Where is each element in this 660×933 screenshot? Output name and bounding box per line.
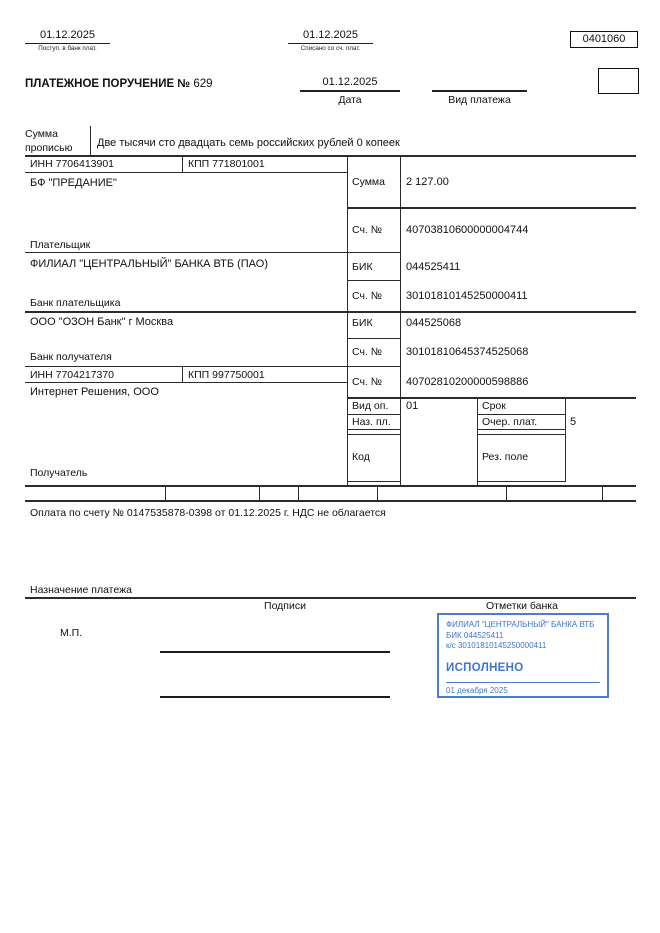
bank-execution-stamp bbox=[437, 613, 609, 698]
document-number: 629 bbox=[190, 78, 213, 90]
divider-line bbox=[25, 382, 347, 383]
tax-row-divider bbox=[165, 486, 166, 500]
payee-bank-corr-label: Сч. № bbox=[352, 346, 383, 358]
stamp-place-label: М.П. bbox=[60, 627, 83, 639]
payee-account-value: 40702810200000598886 bbox=[406, 376, 529, 388]
divider-line bbox=[347, 207, 636, 209]
divider-line bbox=[477, 414, 565, 415]
payer-bank-corr-value: 30101810145250000411 bbox=[406, 290, 528, 302]
tax-row-divider bbox=[377, 486, 378, 500]
debited-date-label: Списано со сч. плат. bbox=[300, 45, 361, 52]
signature-line-2 bbox=[160, 696, 390, 698]
divider-line bbox=[347, 155, 348, 485]
divider-line bbox=[347, 280, 400, 281]
payer-bank-label: Банк плательщика bbox=[30, 297, 121, 309]
divider-line bbox=[477, 429, 565, 430]
purpose-code-label: Наз. пл. bbox=[352, 416, 391, 428]
status-code-box bbox=[598, 68, 639, 94]
op-kind-value: 01 bbox=[406, 400, 419, 412]
priority-value: 5 bbox=[570, 416, 577, 428]
divider-line bbox=[182, 155, 183, 172]
divider-line bbox=[25, 172, 347, 173]
doc-date-label: Дата bbox=[338, 94, 362, 106]
amount-label: Сумма bbox=[352, 176, 385, 188]
received-date-label: Поступ. в банк плат. bbox=[38, 45, 97, 52]
payee-name: Интернет Решения, ООО bbox=[30, 386, 159, 398]
payee-bank-label: Банк получателя bbox=[30, 351, 112, 363]
reserve-label: Рез. поле bbox=[482, 451, 529, 463]
tax-row-divider bbox=[506, 486, 507, 500]
divider-line bbox=[347, 429, 400, 430]
payer-bank-corr-label: Сч. № bbox=[352, 290, 383, 302]
payee-bank-bik-value: 044525068 bbox=[406, 317, 462, 329]
debited-date-field bbox=[288, 29, 373, 52]
divider-line bbox=[347, 338, 400, 339]
doc-date-field bbox=[300, 76, 400, 106]
tax-row-divider bbox=[602, 486, 603, 500]
payee-account-label: Сч. № bbox=[352, 376, 383, 388]
stamp-bik: БИК 044525411 bbox=[446, 630, 504, 640]
stamp-separator-line bbox=[446, 682, 600, 683]
payment-type-field bbox=[432, 76, 527, 106]
divider-line bbox=[347, 397, 636, 399]
op-kind-label: Вид оп. bbox=[352, 400, 389, 412]
code-label: Код bbox=[352, 451, 370, 463]
payment-type-line bbox=[432, 76, 527, 92]
bank-marks-label: Отметки банка bbox=[486, 600, 558, 612]
payee-bank-corr-value: 30101810645374525068 bbox=[406, 346, 529, 358]
payer-label: Плательщик bbox=[30, 239, 91, 251]
doc-date-value: 01.12.2025 bbox=[300, 76, 400, 92]
divider-line bbox=[400, 155, 401, 485]
divider-line bbox=[477, 434, 565, 435]
stamp-corr-account: к/с 30101810145250000411 bbox=[446, 641, 547, 651]
purpose-label: Назначение платежа bbox=[30, 584, 132, 596]
payer-name: БФ "ПРЕДАНИЕ" bbox=[30, 177, 117, 189]
payee-bank-name: ООО "ОЗОН Банк" г Москва bbox=[30, 316, 174, 328]
divider-line bbox=[347, 414, 400, 415]
payer-kpp: КПП 771801001 bbox=[188, 158, 265, 170]
signature-line-1 bbox=[160, 651, 390, 653]
divider-line bbox=[477, 397, 478, 485]
payee-bank-bik-label: БИК bbox=[352, 317, 373, 329]
stamp-status: ИСПОЛНЕНО bbox=[446, 661, 524, 674]
divider-line bbox=[182, 366, 183, 382]
payer-account-label: Сч. № bbox=[352, 224, 383, 236]
payment-type-label: Вид платежа bbox=[448, 94, 511, 106]
divider-line bbox=[90, 126, 91, 155]
divider-line bbox=[25, 597, 636, 599]
term-label: Срок bbox=[482, 400, 506, 412]
tax-row-divider bbox=[298, 486, 299, 500]
divider-line bbox=[25, 500, 636, 502]
divider-line bbox=[477, 481, 565, 482]
divider-line bbox=[25, 155, 636, 157]
amount-words-label: Сумма прописью bbox=[25, 128, 73, 154]
stamp-bank-name: ФИЛИАЛ "ЦЕНТРАЛЬНЫЙ" БАНКА ВТБ bbox=[446, 620, 595, 629]
document-title bbox=[25, 78, 213, 90]
form-code-box: 0401060 bbox=[570, 31, 638, 48]
payer-account-value: 40703810600000004744 bbox=[406, 224, 529, 236]
divider-line bbox=[25, 252, 400, 253]
debited-date-value: 01.12.2025 bbox=[288, 29, 373, 44]
priority-label: Очер. плат. bbox=[482, 416, 538, 428]
document-title-text: ПЛАТЕЖНОЕ ПОРУЧЕНИЕ № bbox=[25, 78, 191, 90]
payee-label: Получатель bbox=[30, 467, 88, 479]
tax-row-divider bbox=[259, 486, 260, 500]
purpose-text: Оплата по счету № 0147535878-0398 от 01.12.2025 г. НДС не облагается bbox=[30, 507, 386, 519]
payer-bank-bik-label: БИК bbox=[352, 261, 373, 273]
stamp-date: 01 декабря 2025 bbox=[446, 685, 508, 695]
divider-line bbox=[25, 485, 636, 487]
divider-line bbox=[347, 481, 400, 482]
received-date-field bbox=[25, 29, 110, 52]
signatures-label: Подписи bbox=[264, 600, 306, 612]
payer-bank-name: ФИЛИАЛ "ЦЕНТРАЛЬНЫЙ" БАНКА ВТБ (ПАО) bbox=[30, 258, 268, 270]
divider-line bbox=[25, 311, 636, 313]
divider-line bbox=[565, 397, 566, 482]
divider-line bbox=[25, 366, 400, 367]
amount-words-value: Две тысячи сто двадцать семь российских рублей 0 копеек bbox=[97, 137, 400, 149]
divider-line bbox=[347, 434, 400, 435]
received-date-value: 01.12.2025 bbox=[25, 29, 110, 44]
payee-kpp: КПП 997750001 bbox=[188, 369, 265, 381]
amount-value: 2 127.00 bbox=[406, 176, 449, 188]
payee-inn: ИНН 7704217370 bbox=[30, 369, 115, 381]
payer-bank-bik-value: 044525411 bbox=[406, 261, 461, 273]
payer-inn: ИНН 7706413901 bbox=[30, 158, 115, 170]
